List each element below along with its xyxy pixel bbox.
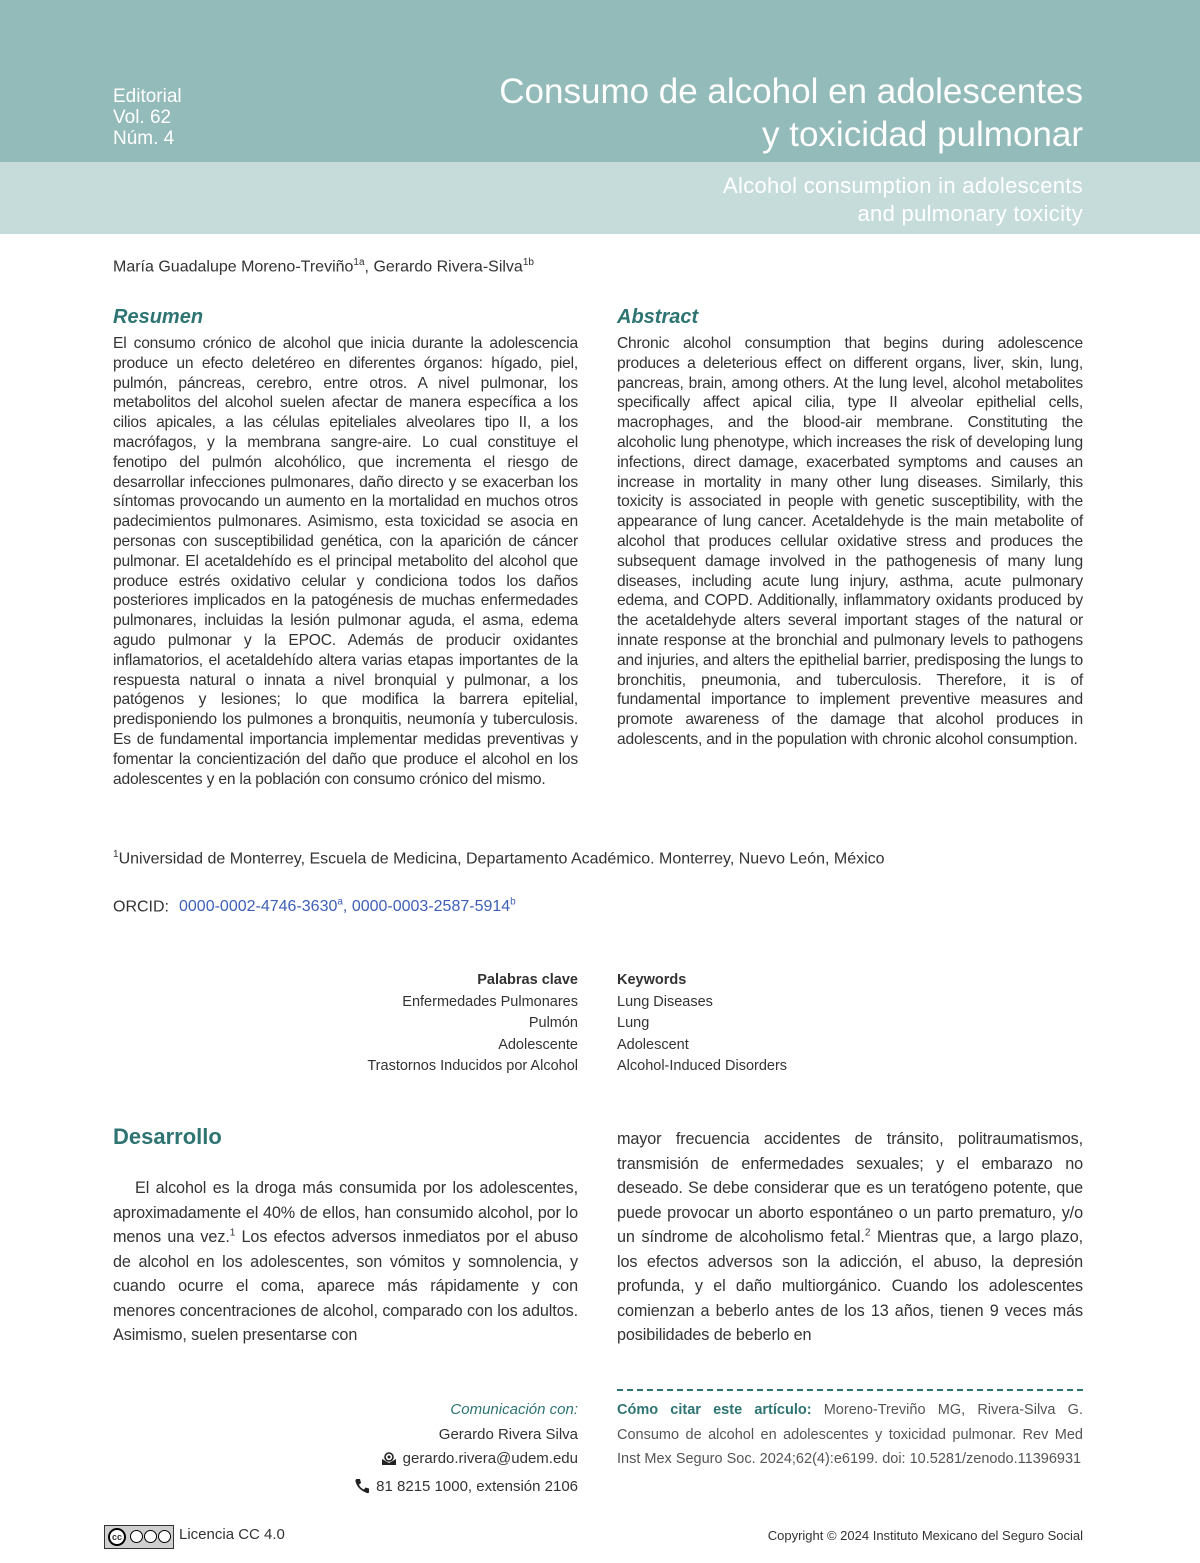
contact-phone-row (300, 1475, 578, 1503)
cc-license-badge[interactable] (104, 1525, 174, 1549)
resumen-heading: Resumen (113, 306, 204, 328)
article-subtitle (323, 172, 1083, 228)
orcid-sup-1: a (337, 897, 343, 908)
citation-block (617, 1398, 1083, 1472)
desarrollo-col2-part1: mayor frecuencia accidentes de tránsito, politraumatismos, transmisión de enfermedades sexuales; y el embarazo no deseado. Se debe considerar que es un teratógeno potente, que puede provocar un aborto espontáneo o un parto prematuro, y/o un síndrome de alcoholismo fetal. (617, 1130, 1083, 1246)
phone-icon (354, 1478, 370, 1503)
contact-phone: 81 8215 1000, extensión 2106 (376, 1477, 578, 1495)
author-2: Gerardo Rivera-Silva (373, 258, 523, 276)
contact-name: Gerardo Rivera Silva (438, 1425, 578, 1443)
orcid-link-1[interactable]: 0000-0002-4746-3630 (179, 898, 338, 916)
keywords-en (617, 970, 917, 1078)
orcid-link-2[interactable]: 0000-0003-2587-5914 (351, 898, 511, 916)
orcid-sup-2: b (510, 897, 516, 908)
subtitle-line-1: Alcohol consumption in adolescents (723, 173, 1083, 198)
orcid-label: ORCID: (113, 898, 169, 916)
nc-icon (144, 1530, 157, 1543)
contact-email-row (300, 1447, 578, 1475)
author-list (113, 257, 534, 276)
keyword-en-item: Lung Diseases (617, 993, 713, 1010)
affiliation-text: Universidad de Monterrey, Escuela de Medicina, Departamento Académico. Monterrey, Nuevo León, México (118, 850, 885, 868)
keyword-es-item: Adolescente (498, 1036, 578, 1053)
keyword-es-item: Pulmón (528, 1015, 578, 1031)
abstract-heading: Abstract (617, 306, 699, 328)
email-icon (381, 1450, 397, 1475)
author-2-sup: 1b (522, 257, 534, 268)
keyword-en-item: Adolescent (617, 1036, 689, 1053)
keyword-en-item: Alcohol-Induced Disorders (617, 1058, 788, 1074)
citation-text: Moreno-Treviño MG, Rivera-Silva G. Consumo de alcohol en adolescentes y toxicidad pulmonar. Rev Med Inst Mex Seguro Soc. 2024;62(4):e6199. doi: 10.5281/zenodo.11396931 (617, 1402, 1083, 1467)
citation-label: Cómo citar este artículo: (617, 1402, 812, 1418)
desarrollo-col1-part2: Los efectos adversos inmediatos por el abuso de alcohol en los adolescentes, son vómitos y somnolencia, y cuando ocurre el coma, aparece más rápidamente y con menores concentraciones de alcohol, comparado con los adultos. Asimismo, suelen presentarse con (113, 1228, 578, 1344)
desarrollo-col1-part1: El alcohol es la droga más consumida por los adolescentes, aproximadamente el 40% de ellos, han consumido alcohol, por lo menos una vez. (113, 1179, 578, 1246)
by-icon (130, 1530, 143, 1543)
number-label: Núm. 4 (113, 128, 175, 149)
resumen-text: El consumo crónico de alcohol que inicia durante la adolescencia produce un efecto deletéreo en diferentes órganos: hígado, piel, pulmón, páncreas, cerebro, entre otros. A nivel pulmonar, los metabolitos del alcohol suelen afectar de manera específica a los cilios apicales, a las células epiteliales alveolares tipo II, a los macrófagos, y la membrana sangre-aire. Lo cual constituye el fenotipo del pulmón alcohólico, que incrementa el riesgo de desarrollar infecciones pulmonares, daño directo y se exacerban los síntomas provocando un aumento en la mortalidad en muchos otros padecimientos pulmonares. Asimismo, esta toxicidad se asocia en personas con susceptibilidad genética, con la aparición de cáncer pulmonar. El acetaldehído es el principal metabolito del alcohol que produce estrés oxidativo celular y condiciona todos los daños posteriores implicados en la patogénesis de muchas enfermedades pulmonares, incluidas la lesión pulmonar aguda, el asma, edema agudo pulmonar y la EPOC. Además de producir oxidantes inflamatorios, el acetaldehído altera varias etapas importantes de la respuesta natural o innata a nivel bronquial y pulmonar, a los patógenos y lesiones; lo que modifica la barrera epitelial, predisponiendo los pulmones a bronquitis, neumonía y tuberculosis. Es de fundamental importancia implementar medidas preventivas y fomentar la concientización del daño que produce el alcohol en los adolescentes y en la población con consumo crónico del mismo. (113, 335, 578, 788)
sa-icon (158, 1530, 171, 1543)
keywords-en-heading: Keywords (617, 972, 687, 988)
orcid-links[interactable] (179, 898, 516, 915)
author-separator: , (364, 258, 374, 276)
copyright-text: Copyright © 2024 Instituto Mexicano del Seguro Social (767, 1528, 1083, 1543)
author-1: María Guadalupe Moreno-Treviño (113, 258, 354, 276)
affiliation-sup: 1 (113, 849, 119, 860)
keywords-es (300, 970, 578, 1078)
keyword-es-item: Trastornos Inducidos por Alcohol (367, 1058, 578, 1074)
ref-2: 2 (864, 1227, 871, 1239)
license-text[interactable]: Licencia CC 4.0 (179, 1526, 285, 1543)
desarrollo-col2 (617, 1127, 1083, 1348)
desarrollo-col1 (113, 1176, 578, 1348)
keyword-en-item: Lung (617, 1015, 650, 1031)
keyword-es-item: Enfermedades Pulmonares (402, 993, 578, 1010)
affiliation (113, 849, 885, 868)
orcid-line (113, 897, 516, 916)
desarrollo-heading: Desarrollo (113, 1124, 222, 1149)
title-line-2: y toxicidad pulmonar (762, 115, 1083, 154)
volume-label: Vol. 62 (113, 107, 172, 128)
section-label: Editorial (113, 86, 182, 107)
cc-logo-icon: cc (108, 1528, 126, 1546)
ref-1: 1 (229, 1227, 236, 1239)
desarrollo-col2-part2: Mientras que, a largo plazo, los efectos adversos son la adicción, el abuso, la depresión profunda, y el daño multiorgánico. Cuando los adolescentes comienzan a beberlo antes de los 13 años, tienen 9 veces más posibilidades de beberlo en (617, 1228, 1083, 1344)
article-title (323, 70, 1083, 156)
contact-block (300, 1398, 578, 1502)
contact-label: Comunicación con: (450, 1401, 578, 1418)
author-1-sup: 1a (353, 257, 365, 268)
orcid-sep: , (342, 898, 352, 916)
contact-email[interactable]: gerardo.rivera@udem.edu (402, 1450, 578, 1467)
citation-divider (617, 1389, 1083, 1391)
title-line-1: Consumo de alcohol en adolescentes (499, 72, 1083, 111)
keywords-es-heading: Palabras clave (477, 972, 578, 988)
issue-info (113, 86, 182, 149)
abstract-text: Chronic alcohol consumption that begins during adolescence produces a deleterious effect on different organs, liver, skin, lung, pancreas, brain, among others. At the lung level, alcohol metabolites specifically affect apical cilia, type II alveolar epithelial cells, macrophages, and the blood-air membrane. Constituting the alcoholic lung phenotype, which increases the risk of developing lung infections, direct damage, exacerbated symptoms and causes an increase in mortality in many other lung diseases. Similarly, this toxicity is associated in people with genetic susceptibility, with the appearance of lung cancer. Acetaldehyde is the main metabolite of alcohol that produces cellular oxidative stress and produces the subsequent damage involved in the pathogenesis of many lung diseases, including acute lung injury, asthma, acute pulmonary edema, and COPD. Additionally, inflammatory oxidants produced by the acetaldehyde alters several important stages of the natural or innate response at the bronchial and pulmonary levels to pathogens and injuries, and alters the epithelial barrier, predisposing the lungs to bronchitis, pneumonia, and tuberculosis. Therefore, it is of fundamental importance to implement preventive measures and promote awareness of the damage that alcohol produces in adolescents, and in the population with chronic alcohol consumption. (617, 335, 1083, 748)
subtitle-line-2: and pulmonary toxicity (857, 201, 1083, 226)
